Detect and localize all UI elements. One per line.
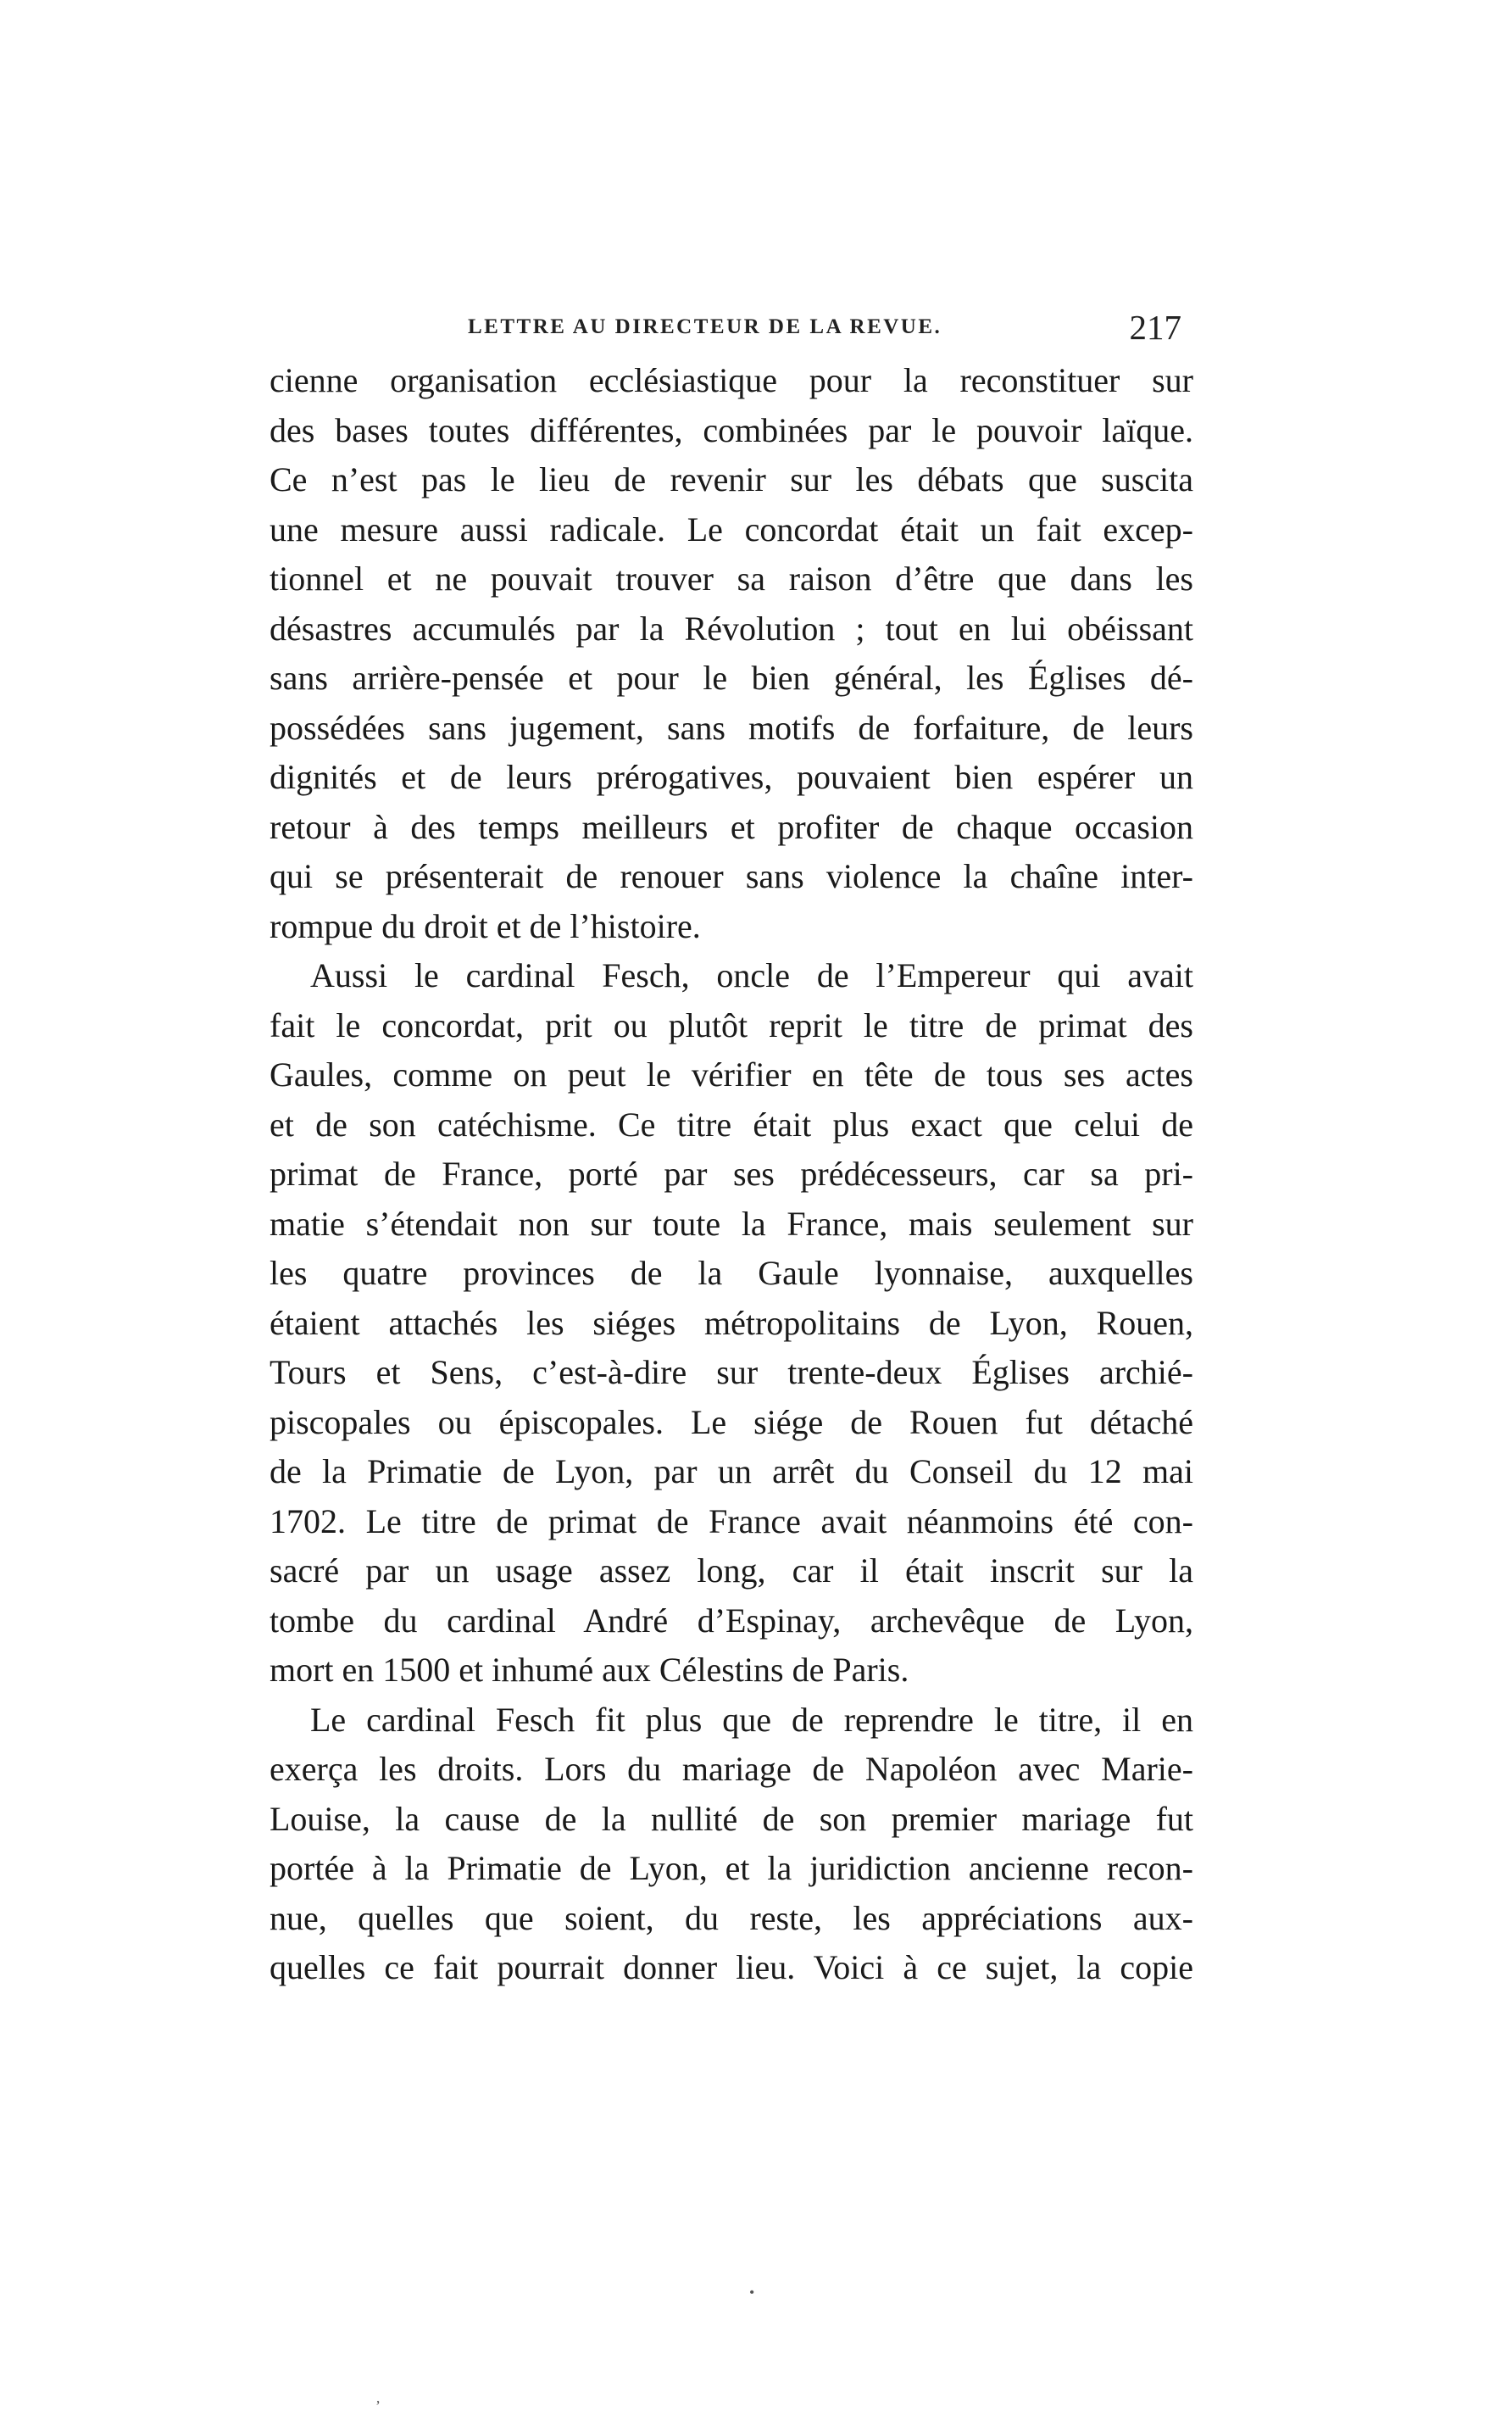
text-line: matie s’étendait non sur toute la France, mais seulement sur bbox=[270, 1204, 1193, 1243]
paragraph-end-line: rompue du droit et de l’histoire. bbox=[270, 906, 701, 945]
page-number: 217 bbox=[1129, 308, 1181, 347]
text-line: tionnel et ne pouvait trouver sa raison d’être que dans les bbox=[270, 560, 1193, 598]
text-line: nue, quelles que soient, du reste, les appréciations aux- bbox=[270, 1898, 1193, 1937]
text-line: et de son catéchisme. Ce titre était plus exact que celui de bbox=[270, 1105, 1193, 1144]
running-head bbox=[468, 307, 1181, 349]
text-line: Ce n’est pas le lieu de revenir sur les débats que suscita bbox=[270, 460, 1193, 498]
text-line: désastres accumulés par la Révolution ; tout en lui obéissant bbox=[270, 609, 1193, 648]
text-line: piscopales ou épiscopales. Le siége de Rouen fut détaché bbox=[270, 1402, 1193, 1441]
text-line: cienne organisation ecclésiastique pour la reconstituer sur bbox=[270, 361, 1193, 399]
text-line: portée à la Primatie de Lyon, et la juridiction ancienne recon- bbox=[270, 1849, 1193, 1887]
text-line: fait le concordat, prit ou plutôt reprit le titre de primat des bbox=[270, 1005, 1193, 1044]
text-line: dignités et de leurs prérogatives, pouvaient bien espérer un bbox=[270, 758, 1193, 796]
running-title: LETTRE AU DIRECTEUR DE LA REVUE. bbox=[468, 315, 942, 338]
text-line: les quatre provinces de la Gaule lyonnaise, auxquelles bbox=[270, 1254, 1193, 1292]
text-line: Tours et Sens, c’est-à-dire sur trente-deux Églises archié- bbox=[270, 1353, 1193, 1391]
text-line: 1702. Le titre de primat de France avait néanmoins été con- bbox=[270, 1501, 1193, 1540]
text-line: une mesure aussi radicale. Le concordat était un fait excep- bbox=[270, 510, 1193, 549]
text-line: Gaules, comme on peut le vérifier en tête de tous ses actes bbox=[270, 1055, 1193, 1094]
text-line: primat de France, porté par ses prédécesseurs, car sa pri- bbox=[270, 1155, 1193, 1193]
text-line: sans arrière-pensée et pour le bien général, les Églises dé- bbox=[270, 659, 1193, 697]
text-line: tombe du cardinal André d’Espinay, archevêque de Lyon, bbox=[270, 1601, 1193, 1640]
text-line: exerça les droits. Lors du mariage de Napoléon avec Marie- bbox=[270, 1750, 1193, 1788]
text-line: sacré par un usage assez long, car il était inscrit sur la bbox=[270, 1551, 1193, 1590]
stray-ink-dot: • bbox=[749, 2284, 755, 2301]
paragraph-start-line: Le cardinal Fesch fit plus que de reprendre le titre, il en bbox=[310, 1700, 1193, 1739]
text-line: Louise, la cause de la nullité de son premier mariage fut bbox=[270, 1799, 1193, 1838]
text-line: de la Primatie de Lyon, par un arrêt du Conseil du 12 mai bbox=[270, 1452, 1193, 1490]
stray-ink-mark: ‚ bbox=[375, 2389, 381, 2406]
text-line: possédées sans jugement, sans motifs de forfaiture, de leurs bbox=[270, 708, 1193, 747]
body-text bbox=[270, 356, 1193, 1993]
text-line: des bases toutes différentes, combinées par le pouvoir laïque. bbox=[270, 410, 1193, 449]
text-line: retour à des temps meilleurs et profiter de chaque occasion bbox=[270, 807, 1193, 846]
paragraph-start-line: Aussi le cardinal Fesch, oncle de l’Empereur qui avait bbox=[310, 956, 1193, 994]
text-line: étaient attachés les siéges métropolitains de Lyon, Rouen, bbox=[270, 1303, 1193, 1342]
text-line: quelles ce fait pourrait donner lieu. Voici à ce sujet, la copie bbox=[270, 1948, 1193, 1986]
text-line: qui se présenterait de renouer sans violence la chaîne inter- bbox=[270, 857, 1193, 895]
paragraph-end-line: mort en 1500 et inhumé aux Célestins de Paris. bbox=[270, 1651, 909, 1689]
